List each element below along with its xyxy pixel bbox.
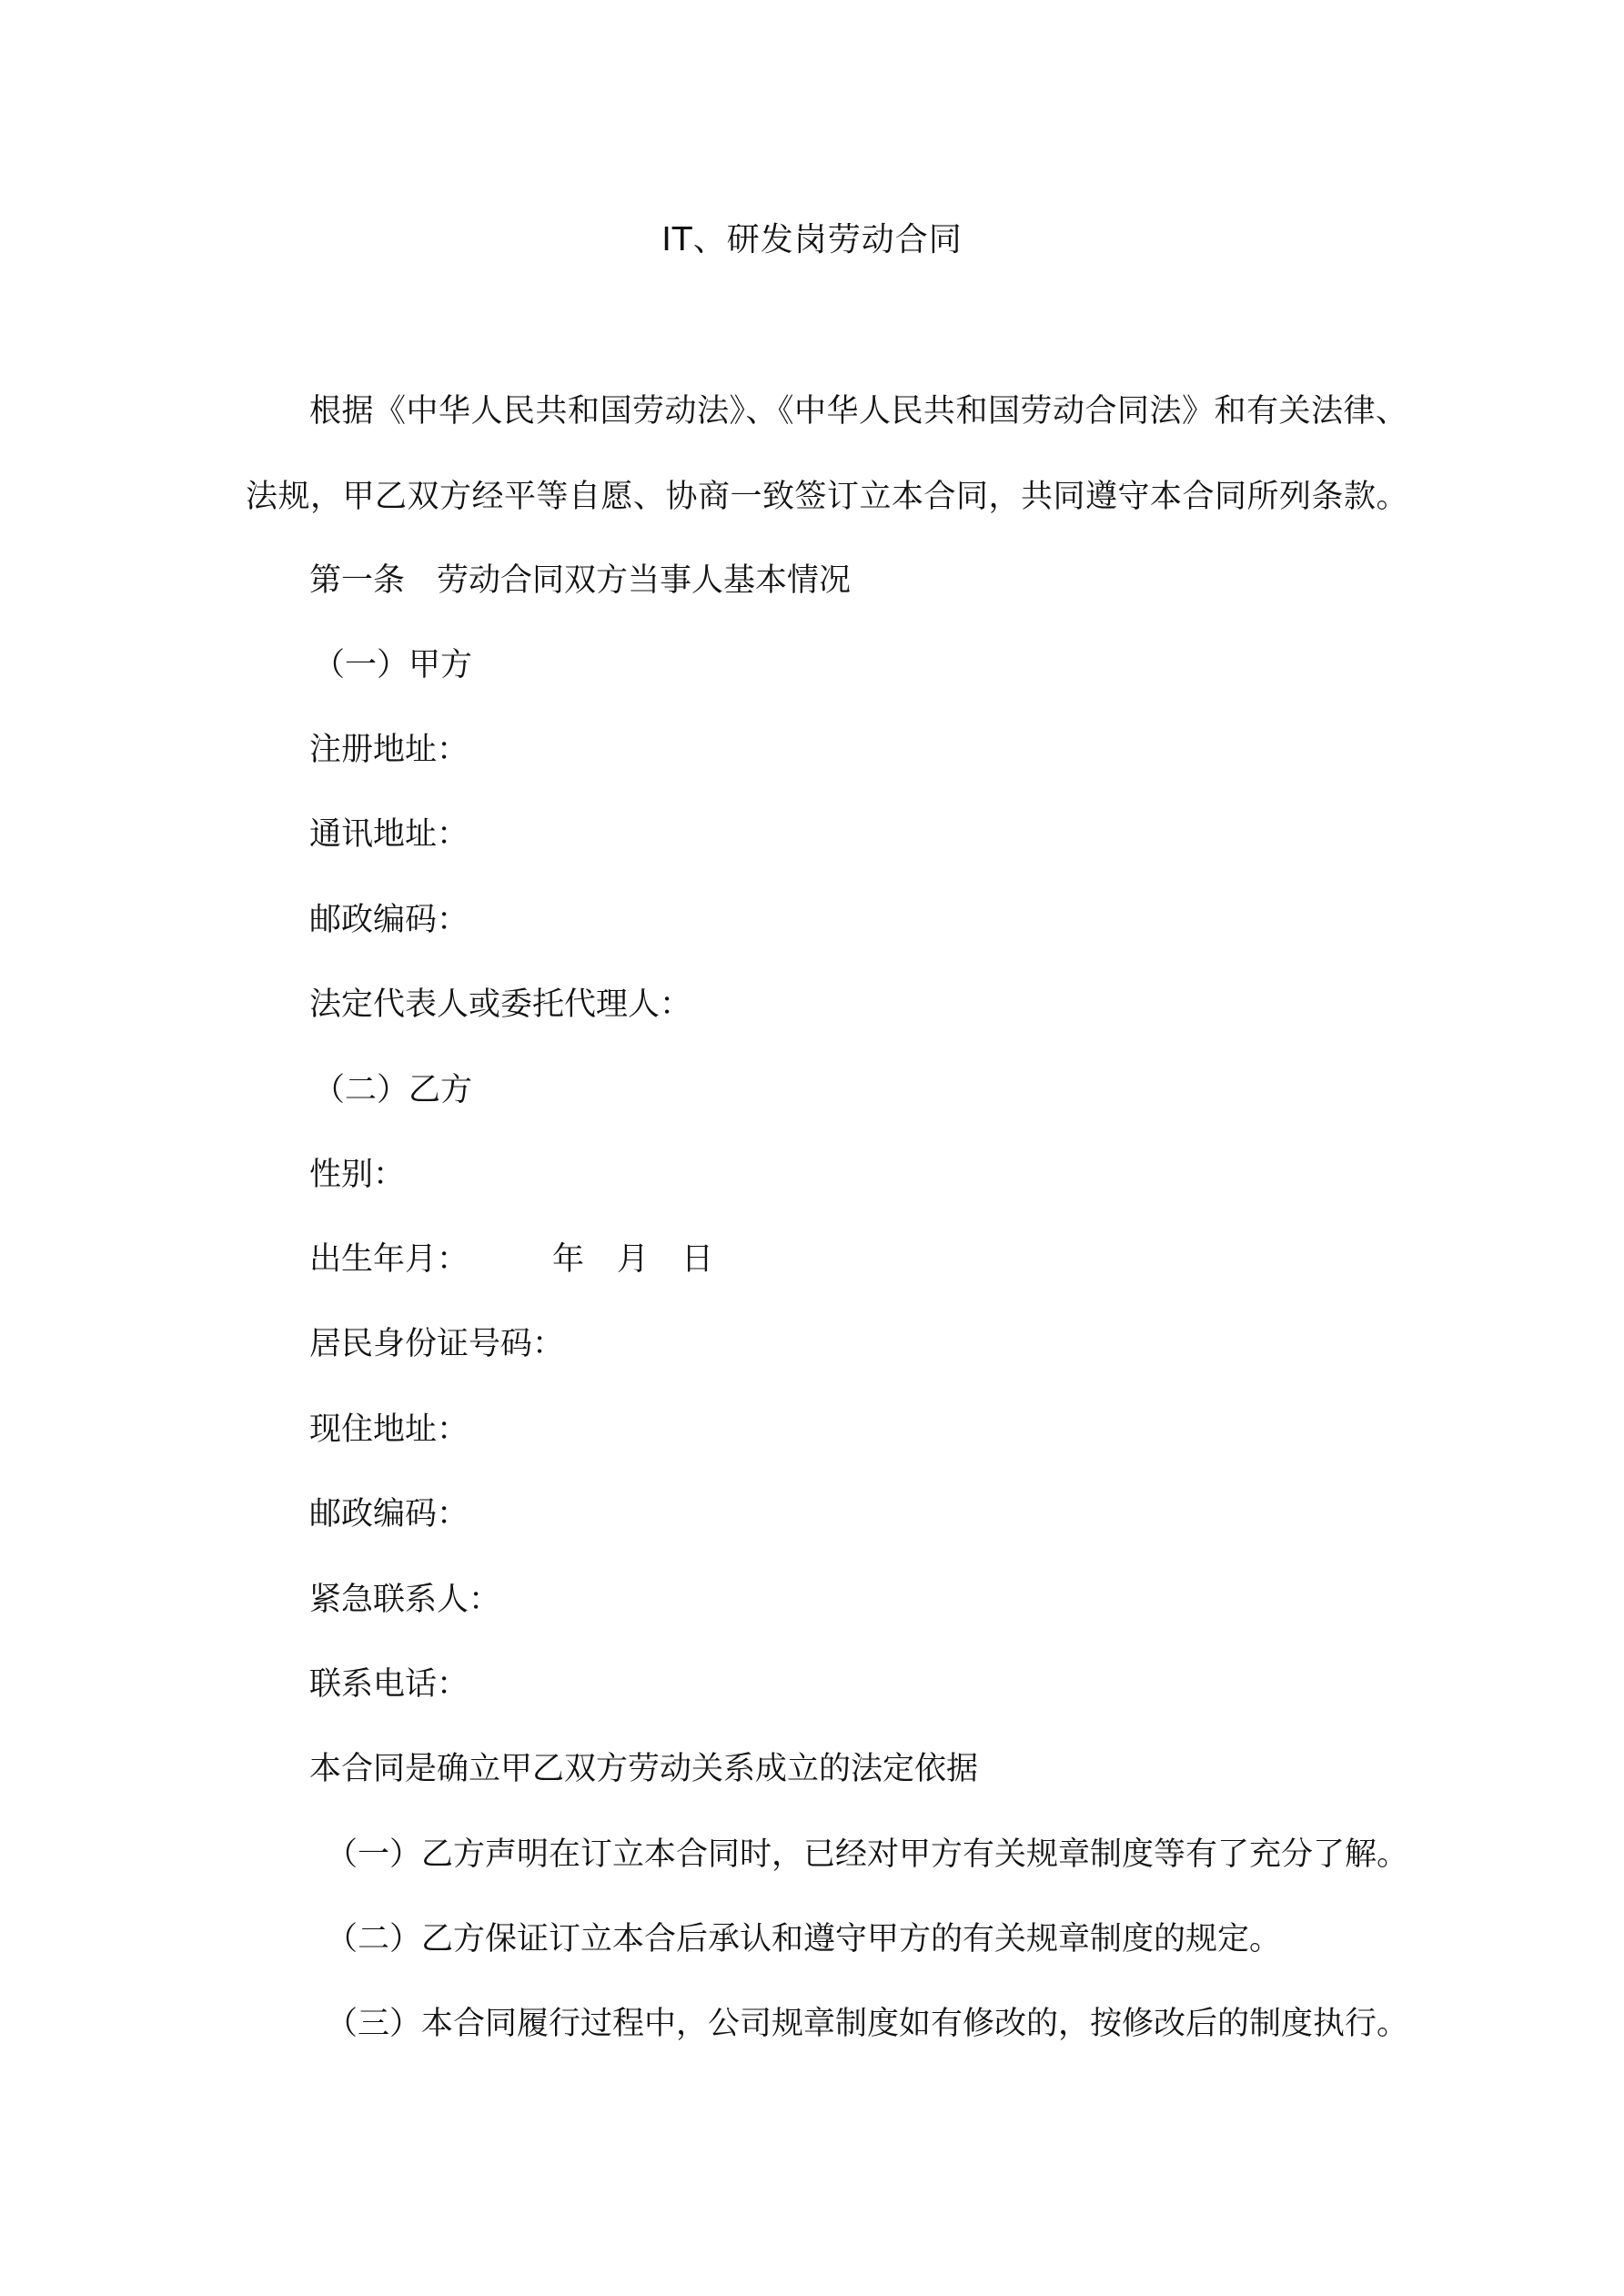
clause-3: （三）本合同履行过程中，公司规章制度如有修改的，按修改后的制度执行。	[326, 2006, 1409, 2042]
clause-2: （二）乙方保证订立本合后承认和遵守甲方的有关规章制度的规定。	[326, 1921, 1282, 1957]
party-a-registered-address: 注册地址：	[309, 732, 469, 768]
party-b-gender: 性别：	[309, 1157, 406, 1193]
party-b-contact-phone: 联系电话：	[309, 1666, 469, 1703]
party-b-id-number: 居民身份证号码：	[309, 1326, 565, 1362]
birth-year-label: 年	[552, 1241, 585, 1278]
birth-date-label: 出生年月：	[309, 1241, 469, 1278]
party-b-heading: （二）乙方	[313, 1072, 473, 1108]
party-b-emergency-contact: 紧急联系人：	[309, 1582, 501, 1618]
intro-paragraph-line-1: 根据《中华人民共和国劳动法》、《中华人民共和国劳动合同法》和有关法律、	[309, 393, 1408, 430]
clause-1: （一）乙方声明在订立本合同时，已经对甲方有关规章制度等有了充分了解。	[326, 1836, 1409, 1873]
party-a-postal-code: 邮政编码：	[309, 902, 469, 938]
party-a-legal-representative: 法定代表人或委托代理人：	[309, 986, 692, 1023]
birth-day-label: 日	[681, 1241, 714, 1278]
document-title: IT、研发岗劳动合同	[661, 221, 963, 258]
party-b-current-address: 现住地址：	[309, 1411, 469, 1448]
party-a-heading: （一）甲方	[313, 647, 473, 683]
party-b-postal-code: 邮政编码：	[309, 1496, 469, 1532]
intro-paragraph-line-2: 法规，甲乙双方经平等自愿、协商一致签订立本合同，共同遵守本合同所列条款。	[246, 479, 1409, 515]
party-a-mailing-address: 通讯地址：	[309, 816, 469, 853]
contract-basis-heading: 本合同是确立甲乙双方劳动关系成立的法定依据	[309, 1751, 979, 1787]
party-b-birth-date	[309, 1238, 713, 1281]
article-1-heading: 第一条 劳动合同双方当事人基本情况	[309, 562, 852, 599]
birth-month-label: 月	[617, 1241, 650, 1278]
